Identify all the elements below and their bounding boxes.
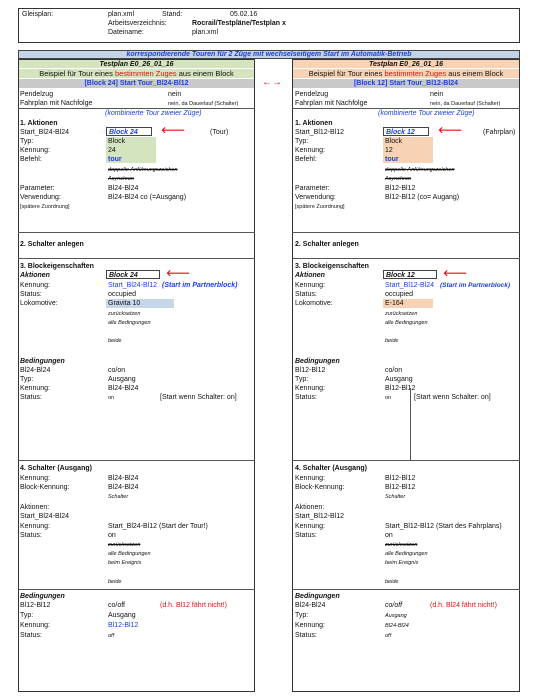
left-lok-label: Lokomotive: [20, 300, 58, 307]
left-s4-status-value: on [108, 532, 116, 539]
right-fahrplan-label: Fahrplan mit Nachfolge [295, 100, 368, 107]
right-s4-status-value: on [385, 532, 393, 539]
right-kennung3-label: Kennung: [295, 282, 325, 289]
left-s1-title: 1. Aktionen [20, 120, 58, 127]
arrow-left-red-icon: 🡐 [438, 125, 463, 135]
right-s2-title: 2. Schalter anlegen [295, 241, 359, 248]
left-bed-typ-value: Ausgang [108, 376, 136, 383]
left-start-label: Start_Bl24-Bl24 [20, 129, 70, 136]
left-kennung-label: Kennung: [20, 147, 50, 154]
left-testplan: Testplan E0_26_01_16 [99, 61, 174, 68]
left-sep-2 [18, 232, 255, 233]
right-s4-k2-label: Kennung: [295, 523, 325, 530]
right-befehl-label: Befehl: [295, 156, 317, 163]
left-bed-note: [Start wenn Schalter: on] [160, 394, 237, 401]
right-lok-label: Lokomotive: [295, 300, 333, 307]
right-kennung3-value: Start_Bl12-Bl24 [385, 282, 435, 289]
left-beide: beide [108, 338, 122, 344]
left-s4-block-label: Block-Kennung: [20, 484, 70, 491]
left-b2-typ-value: Ausgang [108, 612, 136, 619]
left-s4-title: 4. Schalter (Ausgang) [20, 465, 92, 472]
left-s4-block-value: Bl24-Bl24 [108, 484, 139, 491]
right-s4-aktionen: Aktionen: [295, 504, 325, 511]
left-sep-3 [18, 258, 255, 259]
left-asynchron: Asynchron [108, 176, 134, 182]
left-doppelte: doppelte Anführungszeichen [108, 167, 178, 173]
left-bed-block-value: co/on [108, 367, 126, 374]
right-typ-value: Block [385, 138, 403, 145]
left-alle: alle Bedingungen [108, 320, 151, 326]
left-bed-status-value: on [108, 395, 115, 401]
left-verwendung-value: Bl24-Bl24 co (=Ausgang) [108, 194, 187, 201]
right-beispiel-red: bestimmten Zuges [384, 69, 447, 78]
right-s4-kennung-label: Kennung: [295, 475, 325, 482]
left-bed-block: Bl24-Bl24 [20, 367, 51, 374]
left-bed-typ-label: Typ: [20, 376, 34, 383]
right-b2-note: (d.h. Bl24 fährt nicht!) [430, 602, 497, 609]
left-b2-note: (d.h. Bl12 fährt nicht!) [160, 602, 227, 609]
left-typ-label: Typ: [20, 138, 34, 145]
left-sep-5 [18, 589, 255, 590]
left-start-value: Block 24 [106, 127, 152, 136]
left-s4-zurueck: zurücksetzen [108, 542, 141, 548]
left-b2-title: Bedingungen [20, 593, 65, 600]
left-s4-ereignis: beim Ereignis [108, 560, 142, 566]
left-b2-typ-label: Typ: [20, 612, 34, 619]
right-kennung-value: 12 [385, 147, 393, 154]
right-start-note: (Fahrplan) [483, 129, 516, 136]
left-b2-block-value: co/off [108, 602, 125, 609]
right-parameter-label: Parameter: [295, 185, 330, 192]
right-testplan: Testplan E0_26_01_16 [368, 61, 444, 68]
right-s4-schalter: Schalter [385, 494, 406, 500]
left-bed-kennung-label: Kennung: [20, 385, 50, 392]
stand-label: Stand: [162, 11, 183, 18]
left-s2-title: 2. Schalter anlegen [20, 241, 84, 248]
right-s4-zurueck: zurücksetzen [385, 542, 418, 548]
left-s4-k2-label: Kennung: [20, 523, 50, 530]
right-b2-typ-value: Ausgang [385, 613, 407, 619]
right-s4-block-label: Block-Kennung: [295, 484, 345, 491]
right-fahrplan-value: nein, da Dauerlauf (Schalter) [430, 101, 501, 107]
right-b2-status-value: off [385, 633, 392, 639]
left-kennung-value: 24 [108, 147, 116, 154]
right-sep-4 [292, 460, 520, 461]
left-spaetere: [spätere Zuordnung] [20, 204, 70, 210]
left-fahrplan-value: nein, da Dauerlauf (Schalter) [168, 101, 239, 107]
left-b2-kennung-label: Kennung: [20, 622, 50, 629]
left-status-label: Status: [20, 291, 42, 298]
left-pendelzug-value: nein [168, 91, 182, 98]
right-sep-5 [292, 589, 520, 590]
right-verwendung-value: Bl12-Bl12 (co= Augang) [385, 194, 460, 201]
left-lok-value: Gravita 10 [108, 300, 141, 307]
arbeitsverzeichnis-value: Rocrail/Testpläne/Testplan x [192, 20, 286, 27]
left-kennung3-value: Start_Bl24-Bl12 [108, 282, 158, 289]
right-beispiel-post: aus einem Block [446, 69, 504, 78]
right-kombi: (kombinierte Tour zweier Züge) [378, 110, 475, 117]
left-b2-status-label: Status: [20, 632, 42, 639]
left-befehl-value: tour [108, 156, 122, 163]
left-bed-kennung-value: Bl24-Bl24 [108, 385, 139, 392]
right-bed-divider [410, 388, 411, 460]
right-spaetere: [spätere Zuordnung] [295, 204, 345, 210]
left-aktionen-value: Block 24 [106, 270, 160, 279]
right-parameter-value: Bl12-Bl12 [385, 185, 416, 192]
right-b2-kennung-label: Kennung: [295, 622, 325, 629]
right-bed-status-value: on [385, 395, 392, 401]
left-beispiel-post: aus einem Block [176, 69, 234, 78]
right-bed-typ-value: Ausgang [385, 376, 413, 383]
right-b2-title: Bedingungen [295, 593, 340, 600]
gleisplan-value: plan.xml [108, 11, 135, 18]
swap-arrows-icon: ←→ [262, 77, 282, 88]
left-b2-block: Bl12-Bl12 [20, 602, 51, 609]
left-kennung3-label: Kennung: [20, 282, 50, 289]
right-beispiel [293, 69, 519, 78]
left-s4-alle: alle Bedingungen [108, 551, 151, 557]
right-pendelzug-label: Pendelzug [295, 91, 329, 98]
right-aktionen-label: Aktionen [295, 272, 325, 279]
left-s4-kennung-value: Bl24-Bl24 [108, 475, 139, 482]
right-s4-alle: alle Bedingungen [385, 551, 428, 557]
right-verwendung-label: Verwendung: [295, 194, 336, 201]
right-status-value: occupied [385, 291, 414, 298]
left-s4-status-label: Status: [20, 532, 42, 539]
right-doppelte: doppelte Anführungszeichen [385, 167, 455, 173]
dateiname-label: Dateiname: [108, 29, 144, 36]
left-verwendung-label: Verwendung: [20, 194, 61, 201]
right-lok-value: E-164 [385, 300, 404, 307]
left-s4-aktionen: Aktionen: [20, 504, 50, 511]
right-s4-start: Start_Bl12-Bl12 [295, 513, 345, 520]
left-s3-title: 3. Blockeigenschaften [20, 263, 94, 270]
right-b2-block: Bl24-Bl24 [295, 602, 326, 609]
right-s4-beide: beide [385, 579, 399, 585]
right-s3-title: 3. Blockeigenschaften [295, 263, 369, 270]
right-sep-2 [292, 232, 520, 233]
arrow-left-red-icon: 🡐 [166, 268, 191, 278]
gleisplan-label: Gleisplan: [22, 11, 54, 18]
left-bed-title: Bedingungen [20, 358, 65, 365]
right-b2-typ-label: Typ: [295, 612, 309, 619]
right-bed-kennung-label: Kennung: [295, 385, 325, 392]
right-b2-kennung-value: Bl24-Bl24 [385, 623, 409, 629]
left-parameter-label: Parameter: [20, 185, 55, 192]
right-bed-block-value: co/on [385, 367, 403, 374]
left-start-note: (Tour) [210, 129, 229, 136]
right-s1-title: 1. Aktionen [295, 120, 333, 127]
right-start-value: Block 12 [383, 127, 429, 136]
right-asynchron: Asynchron [385, 176, 411, 182]
right-alle: alle Bedingungen [385, 320, 428, 326]
right-sep-3 [292, 258, 520, 259]
right-s4-kennung-value: Bl12-Bl12 [385, 475, 416, 482]
right-s4-ereignis: beim Ereignis [385, 560, 419, 566]
right-beispiel-pre: Beispiel für Tour eines [308, 69, 385, 78]
right-status-label: Status: [295, 291, 317, 298]
left-zurueck: zurücksetzen [108, 311, 141, 317]
right-typ-label: Typ: [295, 138, 309, 145]
left-parameter-value: Bl24-Bl24 [108, 185, 139, 192]
right-pendelzug-value: nein [430, 91, 444, 98]
right-kennung-label: Kennung: [295, 147, 325, 154]
right-s4-k2-value: Start_Bl12-Bl12 (Start des Fahrplans) [385, 523, 502, 530]
stand-value: 05.02.16 [230, 11, 258, 18]
right-aktionen-value: Block 12 [383, 270, 437, 279]
right-bed-block: Bl12-Bl12 [295, 367, 326, 374]
right-s4-block-value: Bl12-Bl12 [385, 484, 416, 491]
left-pendelzug-label: Pendelzug [20, 91, 54, 98]
right-bed-typ-label: Typ: [295, 376, 309, 383]
right-s4-title: 4. Schalter (Ausgang) [295, 465, 367, 472]
right-bed-status-label: Status: [295, 394, 317, 401]
left-s4-k2-value: Start_Bl24-Bl12 (Start der Tour!) [108, 523, 208, 530]
left-status-value: occupied [108, 291, 137, 298]
left-befehl-label: Befehl: [20, 156, 42, 163]
right-block-header: [Block 12] Start Tour_Bl12-Bl24 [353, 80, 459, 87]
right-bed-title: Bedingungen [295, 358, 340, 365]
left-typ-value: Block [108, 138, 126, 145]
right-kennung3-note: (Start im Partnerblock) [440, 282, 511, 289]
left-fahrplan-label: Fahrplan mit Nachfolge [20, 100, 93, 107]
left-sep-4 [18, 460, 255, 461]
left-kombi: (kombinierte Tour zweier Züge) [105, 110, 202, 117]
right-befehl-value: tour [385, 156, 399, 163]
right-bed-note: [Start wenn Schalter: on] [414, 394, 491, 401]
left-bed-status-label: Status: [20, 394, 42, 401]
right-bed-kennung-value: Bl12-Bl12 [385, 385, 416, 392]
arrow-left-red-icon: 🡐 [161, 125, 186, 135]
left-beispiel [19, 69, 254, 78]
left-block-header: [Block 24] Start Tour_Bl24-Bl12 [84, 80, 189, 87]
right-s4-status-label: Status: [295, 532, 317, 539]
right-beide: beide [385, 338, 399, 344]
left-s4-schalter: Schalter [108, 494, 129, 500]
left-s4-beide: beide [108, 579, 122, 585]
left-aktionen-label: Aktionen [20, 272, 50, 279]
arbeitsverzeichnis-label: Arbeitsverzeichnis: [108, 20, 167, 27]
left-kennung3-note: (Start im Partnerblock) [162, 282, 238, 289]
right-b2-status-label: Status: [295, 632, 317, 639]
left-s4-start: Start_Bl24-Bl24 [20, 513, 70, 520]
banner-title: korrespondierende Touren für 2 Züge mit wechselseitigem Start im Automatik-Betrieb [126, 51, 412, 58]
left-b2-status-value: off [108, 633, 115, 639]
arrow-left-red-icon: 🡐 [443, 268, 468, 278]
dateiname-value: plan.xml [192, 29, 219, 36]
right-b2-block-value: co/off [385, 602, 403, 609]
left-s4-kennung-label: Kennung: [20, 475, 50, 482]
right-zurueck: zurücksetzen [385, 311, 418, 317]
left-beispiel-pre: Beispiel für Tour eines [39, 69, 115, 78]
left-b2-kennung-value: Bl12-Bl12 [108, 622, 139, 629]
right-start-label: Start_Bl12-Bl12 [295, 129, 345, 136]
left-beispiel-red: bestimmten Zuges [114, 69, 177, 78]
